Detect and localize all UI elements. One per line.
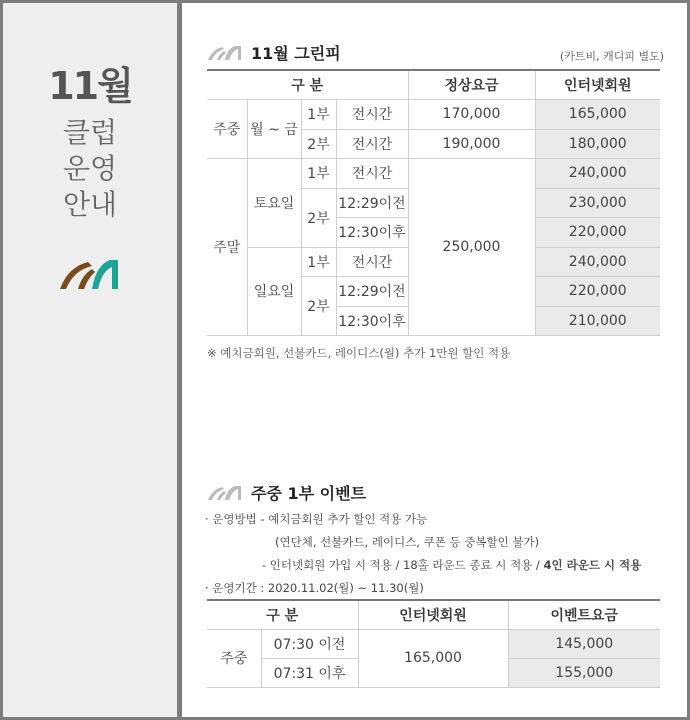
time-cell: 전시간 [336, 100, 408, 130]
header-regular: 정상요금 [408, 70, 535, 100]
time-cell: 12:30이후 [336, 306, 408, 336]
part-cell: 2부 [301, 277, 336, 336]
member-price: 210,000 [535, 306, 660, 336]
event-conditions-bold: 4인 라운드 시 적용 [543, 558, 642, 572]
event-price: 145,000 [508, 629, 660, 658]
sidebar-line-3: 안내 [62, 188, 118, 221]
part-cell: 2부 [301, 188, 336, 247]
event-price: 155,000 [508, 658, 660, 687]
divider [177, 0, 182, 720]
event-line-period: · 운영기간 : 2020.11.02(월) ~ 11.30(월) [205, 581, 424, 595]
sidebar-line-2: 운영 [62, 152, 118, 185]
time-cell: 전시간 [336, 247, 408, 277]
part-cell: 1부 [301, 247, 336, 277]
part-cell: 2부 [301, 129, 336, 159]
sidebar [3, 3, 177, 717]
green-fee-note: (카트비, 캐디피 별도) [559, 50, 664, 63]
green-fee-table [207, 69, 660, 336]
header-member: 인터넷회원 [535, 70, 660, 100]
member-price: 230,000 [535, 188, 660, 218]
time-cell: 12:30이후 [336, 218, 408, 248]
saturday-label: 토요일 [247, 159, 301, 248]
event-table [207, 599, 660, 688]
event-line-method: · 운영방법 - 예치금회원 추가 할인 적용 가능 [205, 512, 428, 526]
time-cell: 12:29이전 [336, 277, 408, 307]
member-price: 165,000 [535, 100, 660, 130]
table-row [207, 629, 660, 658]
club-logo-icon [58, 257, 120, 291]
section-logo-icon [207, 485, 243, 501]
section-logo-icon [207, 45, 243, 61]
green-fee-title-text: 11월 그린피 [251, 44, 341, 63]
sunday-label: 일요일 [247, 247, 301, 336]
weekday-label: 주중 [207, 100, 247, 159]
sidebar-month: 11월 [48, 64, 132, 108]
green-fee-title [207, 41, 341, 64]
event-header-member: 인터넷회원 [358, 600, 508, 629]
event-header-price: 이벤트요금 [508, 600, 660, 629]
event-line-exclusions: (연단체, 선불카드, 레이디스, 쿠폰 등 중복할인 불가) [275, 535, 540, 549]
weekend-regular-price: 250,000 [408, 159, 535, 336]
green-fee-footnote: ※ 예치금회원, 선불카드, 레이디스(월) 추가 1만원 할인 적용 [207, 346, 511, 360]
member-price: 240,000 [535, 159, 660, 189]
table-row [207, 100, 660, 130]
event-conditions-text: - 인터넷회원 가입 시 적용 / 18홀 라운드 종료 시 적용 / [262, 558, 544, 572]
event-description [205, 508, 641, 600]
event-title [207, 481, 366, 504]
sidebar-line-1: 클럽 [62, 116, 118, 149]
weekend-label: 주말 [207, 159, 247, 336]
header-category: 구 분 [207, 70, 408, 100]
regular-price: 190,000 [408, 129, 535, 159]
table-row [207, 159, 660, 189]
time-cell: 전시간 [336, 159, 408, 189]
time-cell: 07:30 이전 [261, 629, 358, 658]
time-cell: 전시간 [336, 129, 408, 159]
part-cell: 1부 [301, 100, 336, 130]
event-line-conditions [205, 554, 641, 577]
member-price: 180,000 [535, 129, 660, 159]
time-cell: 12:29이전 [336, 188, 408, 218]
time-cell: 07:31 이후 [261, 658, 358, 687]
event-header-category: 구 분 [207, 600, 358, 629]
member-price: 220,000 [535, 218, 660, 248]
event-member-price: 165,000 [358, 629, 508, 687]
weekday-days: 월 ~ 금 [247, 100, 301, 159]
part-cell: 1부 [301, 159, 336, 189]
member-price: 240,000 [535, 247, 660, 277]
event-title-text: 주중 1부 이벤트 [251, 484, 367, 503]
regular-price: 170,000 [408, 100, 535, 130]
member-price: 220,000 [535, 277, 660, 307]
event-weekday-label: 주중 [207, 629, 261, 687]
